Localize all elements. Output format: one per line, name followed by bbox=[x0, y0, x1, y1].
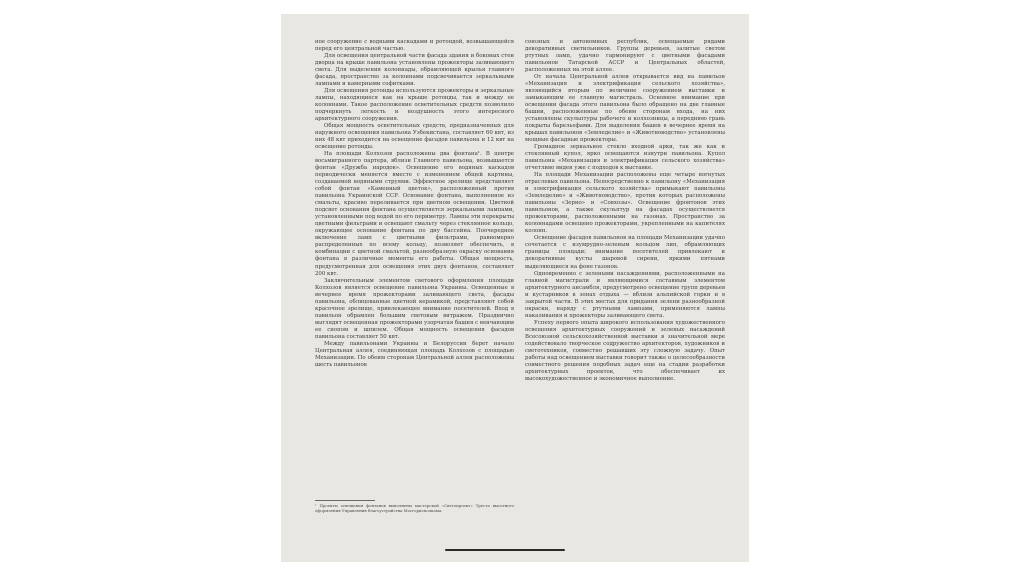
left-text-column bbox=[315, 39, 514, 369]
paragraph: Освещение фасадов павильонов на площади Механизации удачно сочетается с изумрудно-зеленым кольцом лип, обрамляющих границы площади; внимание посетителей привлекают и декоративные кусты шаровой сирени, яркими пятнами выделяющиеся на фоне газонов. bbox=[525, 235, 725, 270]
bottom-decorative-rule bbox=[445, 549, 565, 551]
paragraph: Одновременно с зелеными насаждениями, расположенными на главной магистрали и являющимися составным элементом архитектурного ансамбля, предусмотрено освещение групп деревьев и кустарников в зонах отдыха — вблизи альпийской горки и в закрытой части. В этих местах для придания зелени разнообразной окраски, наряду с ртутными лампами, применяются лампы накаливания и прожекторы заливающего света. bbox=[525, 270, 725, 319]
paragraph: союзных и автономных республик, освещаемые рядами декоративных светильников. Группы деревьев, залитые светом ртутных ламп, удачно гармонируют с цветными фасадами павильонов Татарской АССР и Центральных областей, расположенных на этой аллее. bbox=[525, 39, 725, 74]
paragraph: На площади Колхозов расположены два фонтана¹. В центре восьмигранного партера, вблизи Главного павильона, возвышается фонтан «Дружба народов». Освещение его водяных каскадов периодически меняется вместе с изменением общей картины, создаваемой водяными струями. Эффектное зрелище представляет собой фонтан «Каменный цветок», расположенный против павильона Украинской ССР. Основание фонтана, выполненное из смальты, красиво переливается при цветном освещении. Цветной подсвет основания фонтана осуществляется зеркальными лампами, установленными под водой по его периметру. Лампы эти перекрыты цветными фильтрами и освещают смальту через стеклянное кольцо, окружающее основание фонтана по дну бассейна. Поочередное включение ламп с цветными фильтрами, равномерно распределенных по всему кольцу, позволяет обеспечить, в комбинации с цветной смальтой, разнообразную окраску основания фонтана в различные моменты его работы. Общая мощность, предусмотренная для освещения этих двух фонтанов, составляет 200 квт. bbox=[315, 151, 514, 277]
paragraph: Общая мощность осветительных средств, предназначенных для наружного освещения павильона Узбекистана, составляет 60 квт, из них 48 квт приходится на освещение фасадов павильона и 12 квт на освещение ротонды. bbox=[315, 123, 514, 151]
footnote-divider bbox=[315, 500, 375, 501]
paragraph: Для освещения ротонды используются прожекторы и зеркальные лампы, находящиеся как на крыше ротонды, так и между ее колоннами. Такое расположение осветительных средств позволило подчеркнуть легкость и воздушность этого интересного архитектурного сооружения. bbox=[315, 88, 514, 123]
paragraph: Громадное зеркальное стекло входной арки, так же как и стеклянный купол, ярко освещаются изнутри павильона. Купол павильона «Механизация и электрификация сельского хозяйства» отчетливо виден уже с подходов к выставке. bbox=[525, 144, 725, 172]
paragraph: Между павильонами Украины и Белоруссии берет начало Центральная аллея, соединяющая площадь Колхозов с площадью Механизации. По обеим сторонам Центральной аллеи расположены шесть павильонов bbox=[315, 340, 514, 368]
right-text-column bbox=[525, 39, 725, 383]
paragraph: От начала Центральной аллеи открывается вид на павильон «Механизация и электрификация сельского хозяйства», являющийся вторым по величине сооружением выставки и замыкающим ее главную магистраль. Основное внимание при освещении фасада этого павильона было обращено на две главные башни, расположенные по обеим сторонам входа, на них установлены скульптуры рабочего и колхозницы, а переднюю грань покрыты барельефами. Для выделения башен в вечернее время на крышах павильонов «Земледелие» и «Животноводство» установлены мощные фасадные прожекторы. bbox=[525, 74, 725, 144]
paragraph: ное сооружение с водными каскадами и ротондой, возвышающейся перед его центральной частью. bbox=[315, 39, 514, 53]
paragraph: На площади Механизации расположены еще четыре вогнутых отраслевых павильона. Непосредственно к павильону «Механизация и электрификация сельского хозяйства» примыкают павильоны «Земледелие» и «Животноводство», против которых расположены павильоны «Зерно» и «Совхозы». Освещение фронтонов этих павильонов, а также скульптур на фасадах осуществляется прожекторами, расположенными на газонах. Пространство за колоннадами освещено прожекторами, укрепленными на капителях колонн. bbox=[525, 172, 725, 235]
paragraph: Заключительным элементом светового оформления площади Колхозов является освещение павильона Украины. Освещенные в вечернее время прожекторами заливающего света, фасады павильона, облицованные цветной керамикой, представляют собой красочное зрелище, привлекающее внимание посетителей. Вход в павильон обрамлен большим световым витражем. Празднично выглядят освещенная прожекторами узорчатая башня с венчающим ее снопом и шпилем. Общая мощность освещения фасадов павильона составляет 50 квт. bbox=[315, 277, 514, 340]
footnote: ¹ Проекты освещения фонтанов выполнены мастерской «Светопроект» Треста высотного оформления Управления благоустройства Мосгорисполкома. bbox=[315, 503, 514, 514]
paragraph: Для освещения центральной части фасада здания и боковых стен дворца на крыше павильона установлены прожекторы заливающего света. Для выделения колоннады, обрамляющей крылья главного фасада, пространство за колоннами подсвечивается зеркальными лампами и камерными софитками. bbox=[315, 53, 514, 88]
paragraph: Успеху первого опыта широкого использования художественного освещения архитектурных сооружений и зеленых насаждений Всесоюзной сельскохозяйственной выставки в значительной мере содействовало творческое содружество архитекторов, художников и светотехников, совместно решавших эту сложную задачу. Опыт работы над освещением выставки говорит также о целесообразности совместного решения подобных задач еще на стадии разработки архитектурных проектов, что обеспечивает их высокохудожественное и экономичное выполнение. bbox=[525, 319, 725, 382]
scanned-page bbox=[281, 14, 749, 562]
